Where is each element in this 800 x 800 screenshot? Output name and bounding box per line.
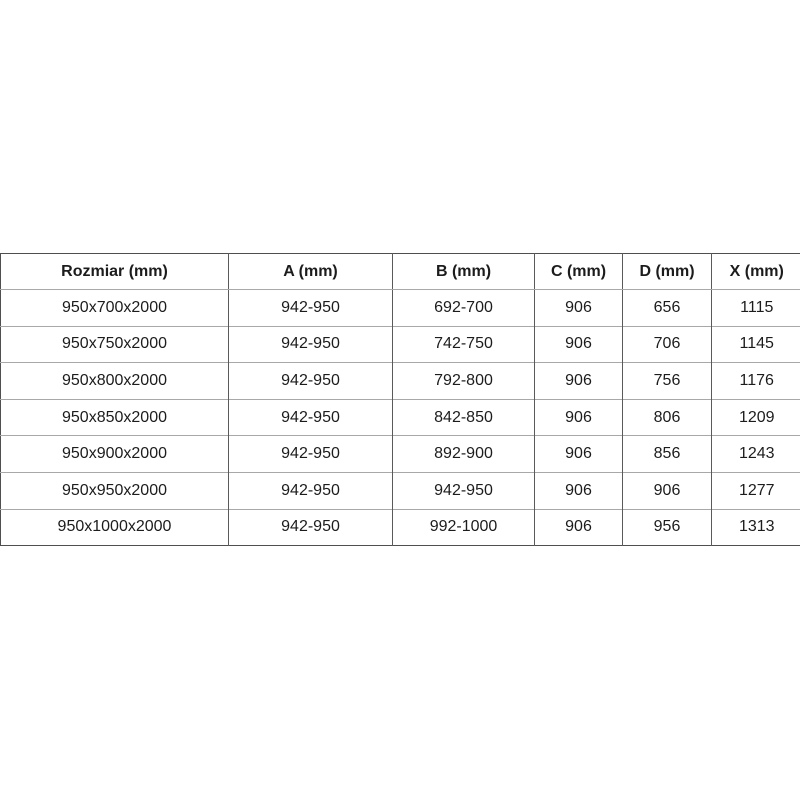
table-cell: 1176 [712,363,800,400]
table-cell: 906 [535,472,623,509]
table-cell: 950x850x2000 [1,399,229,436]
column-header-c: C (mm) [535,254,623,290]
table-row [1,290,800,327]
table-cell: 906 [535,363,623,400]
table-header [1,254,800,290]
table-cell: 950x750x2000 [1,326,229,363]
table-cell: 942-950 [229,436,393,473]
table-cell: 906 [535,436,623,473]
table-cell: 1145 [712,326,800,363]
table-cell: 1277 [712,472,800,509]
column-header-a: A (mm) [229,254,393,290]
column-header-rozmiar: Rozmiar (mm) [1,254,229,290]
table-cell: 1243 [712,436,800,473]
table-cell: 950x900x2000 [1,436,229,473]
table-cell: 950x800x2000 [1,363,229,400]
table-cell: 950x1000x2000 [1,509,229,546]
table-row [1,399,800,436]
table-cell: 942-950 [229,363,393,400]
table-cell: 942-950 [229,399,393,436]
table-cell: 756 [623,363,712,400]
table-cell: 656 [623,290,712,327]
table-cell: 950x950x2000 [1,472,229,509]
table-row [1,436,800,473]
table-body [1,290,800,546]
column-header-b: B (mm) [393,254,535,290]
table-cell: 942-950 [229,326,393,363]
table-cell: 942-950 [229,472,393,509]
table-cell: 692-700 [393,290,535,327]
table-cell: 906 [535,326,623,363]
spec-table [0,253,800,546]
table-row [1,472,800,509]
table-cell: 906 [535,290,623,327]
column-header-x: X (mm) [712,254,800,290]
table-cell: 1313 [712,509,800,546]
table-cell: 792-800 [393,363,535,400]
table-row [1,509,800,546]
table-cell: 1209 [712,399,800,436]
table-cell: 950x700x2000 [1,290,229,327]
table-cell: 806 [623,399,712,436]
table-cell: 942-950 [393,472,535,509]
column-header-d: D (mm) [623,254,712,290]
table-cell: 942-950 [229,290,393,327]
table-cell: 906 [535,399,623,436]
table-row [1,363,800,400]
table-cell: 742-750 [393,326,535,363]
table-cell: 856 [623,436,712,473]
table-cell: 706 [623,326,712,363]
header-row [1,254,800,290]
table-cell: 842-850 [393,399,535,436]
table-cell: 1115 [712,290,800,327]
table-cell: 906 [623,472,712,509]
table-row [1,326,800,363]
table-cell: 942-950 [229,509,393,546]
table-cell: 892-900 [393,436,535,473]
table-cell: 992-1000 [393,509,535,546]
table-cell: 956 [623,509,712,546]
table-cell: 906 [535,509,623,546]
